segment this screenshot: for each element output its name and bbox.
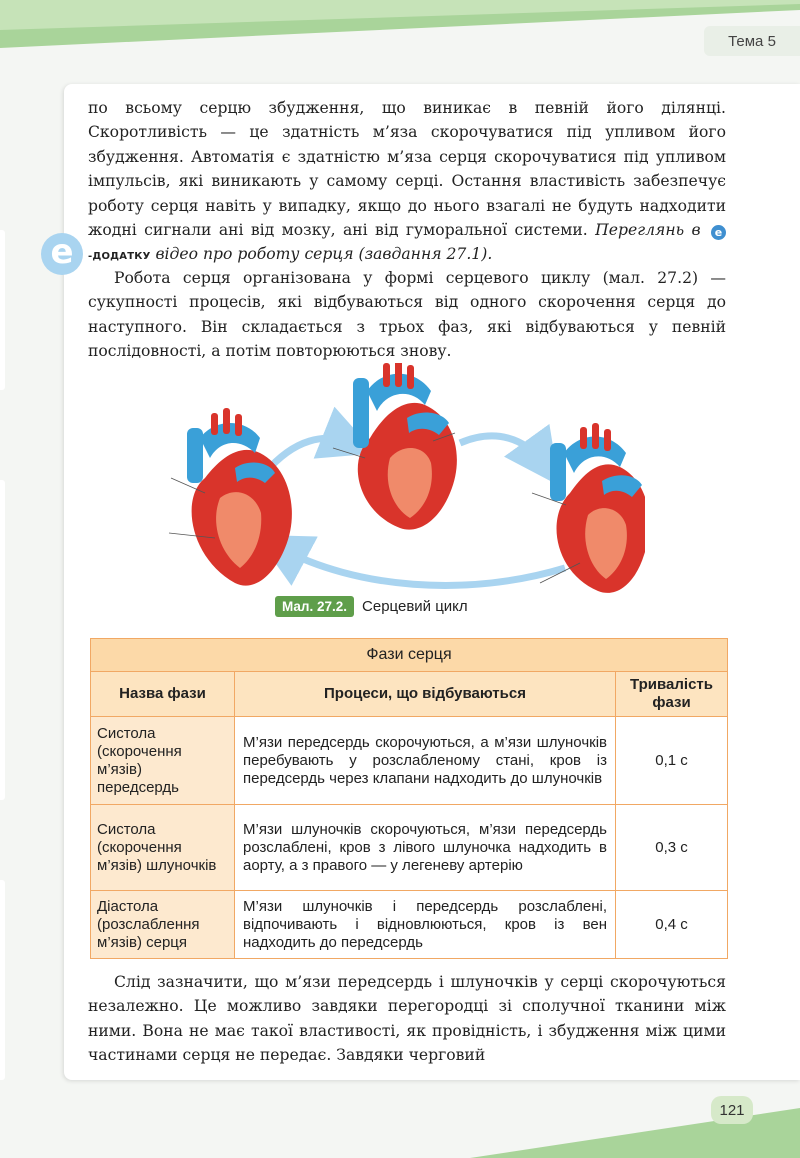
phase-process: М’язи шлуночків скорочуються, м’язи передсердь розслаблені, кров з лівого шлуночка надходить в аорту, а з правого — у легеневу артерію <box>235 805 616 891</box>
phase-process: М’язи шлуночків і передсердь розслаблені, відпочивають і відновлюються, кров із вен надходить до передсердь <box>235 891 616 959</box>
e-addon-inline-icon[interactable]: е <box>711 225 726 240</box>
closing-paragraph-text: Слід зазначити, що м’язи передсердь і шлуночків у серці скорочуються незалежно. Це можливо завдяки перегородці зі сполучної тканини між ними. Вона не має такої властивості, як провідність, і збудження між цими частинами серця не передає. Завдяки черговий <box>88 973 726 1065</box>
phase-name: Систола (скорочення м’язів) передсердь <box>91 717 235 805</box>
figure-caption <box>275 594 468 618</box>
arrow-top-right <box>460 436 543 463</box>
figure-caption-text: Серцевий цикл <box>362 597 468 615</box>
table-header-row <box>91 672 728 717</box>
cycle-paragraph-text: Робота серця організована у формі серцевого циклу (мал. 27.2) — сукупності процесів, які відбуваються від одного скорочення серця до наступного. Він складається з трьох фаз, які відбуваються у певній послідовності, а потім повторюються знову. <box>88 269 726 361</box>
phase-duration: 0,1 с <box>616 717 728 805</box>
phase-duration: 0,3 с <box>616 805 728 891</box>
header-processes: Процеси, що відбуваються <box>235 672 616 717</box>
heart-phases-table <box>90 638 728 959</box>
intro-italic-tail: відео про роботу серця (завдання 27.1). <box>155 245 493 264</box>
left-edge-tabs <box>0 230 8 1080</box>
cycle-paragraph <box>88 266 726 364</box>
table-title: Фази серця <box>91 639 728 672</box>
figure-label: Мал. 27.2. <box>275 596 354 617</box>
top-decor-band <box>0 0 800 60</box>
table-row <box>91 891 728 959</box>
header-duration: Тривалість фази <box>616 672 728 717</box>
phase-name: Діастола (розслаблення м’язів) серця <box>91 891 235 959</box>
phase-process: М’язи передсердь скорочуються, а м’язи шлуночків перебувають у розслабленому стані, кров із передсердь через клапани надходить до шлуночків <box>235 717 616 805</box>
phase-name: Систола (скорочення м’язів) шлуночків <box>91 805 235 891</box>
arrow-top-left <box>265 438 350 473</box>
heart-icon-right <box>532 423 645 593</box>
phase-duration: 0,4 с <box>616 891 728 959</box>
intro-paragraph <box>88 96 726 270</box>
arrow-bottom <box>280 548 565 585</box>
header-phase-name: Назва фази <box>91 672 235 717</box>
intro-text: по всьому серцю збудження, що виникає в певній його ділянці. Скоротливість — це здатність м’яза скорочуватися під упливом його збудження. Автоматія є здатністю м’яза серця скорочуватися під упливом імпульсів, які виникають у самому серці. Остання властивість забезпечує роботу серця навіть у випадку, якщо до нього взагалі не будуть надходити жодні сигнали ані від мозку, ані від гуморальної системи. <box>88 99 726 240</box>
addon-word[interactable]: -ДОДАТКУ <box>88 251 151 263</box>
closing-paragraph <box>88 970 726 1068</box>
page-number: 121 <box>711 1096 753 1124</box>
intro-italic-lead: Переглянь в <box>595 221 701 240</box>
table-row <box>91 717 728 805</box>
topic-tab[interactable]: Тема 5 <box>704 26 800 56</box>
heart-icon-top <box>333 363 457 530</box>
table-row <box>91 805 728 891</box>
heart-cycle-figure <box>165 363 645 595</box>
bottom-decor-band <box>0 1098 800 1158</box>
e-addon-badge-icon[interactable]: е <box>41 233 83 275</box>
heart-icon-left <box>169 408 292 586</box>
